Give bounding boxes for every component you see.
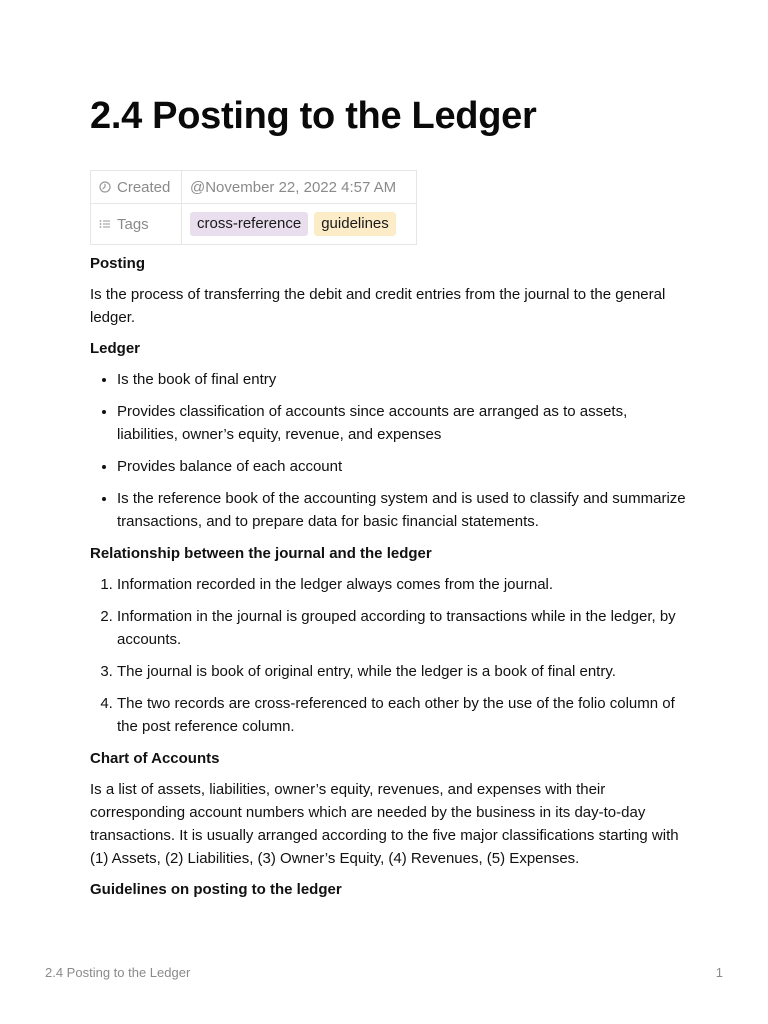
tag-guidelines[interactable]: guidelines [314, 212, 396, 236]
posting-text: Is the process of transferring the debit and credit entries from the journal to the general ledger. [90, 286, 666, 326]
chart-of-accounts-text: Is a list of assets, liabilities, owner’s equity, revenues, and expenses with their corresponding account numbers which are needed by the business in its day-to-day transactions. It is usually arranged according to the five major classifications starting with (1) Assets, (2) Liabilities, (3) Owner’s Equity, (4) Revenues, (5) Expenses. [90, 781, 679, 867]
ledger-list [90, 368, 690, 533]
property-row-created [91, 171, 417, 204]
heading-guidelines: Guidelines on posting to the ledger [90, 881, 342, 898]
heading-posting: Posting [90, 255, 145, 272]
property-row-tags [91, 204, 417, 245]
tag-cross-reference[interactable]: cross-reference [190, 212, 308, 236]
list-item: 3. The journal is book of original entry, while the ledger is a book of final entry. [117, 660, 690, 683]
clock-icon [99, 180, 111, 192]
heading-ledger: Ledger [90, 340, 141, 357]
list-item: 1. Information recorded in the ledger always comes from the journal. [117, 573, 690, 596]
relationship-list [90, 573, 690, 738]
page-content [90, 252, 690, 909]
footer-title: 2.4 Posting to the Ledger [45, 965, 191, 980]
list-item: • Is the book of final entry [117, 368, 690, 391]
tags-label: Tags [117, 215, 149, 233]
list-item: • Provides balance of each account [117, 455, 690, 478]
heading-chart-of-accounts: Chart of Accounts [90, 750, 220, 767]
created-value: @November 22, 2022 4:57 AM [182, 171, 417, 204]
page-title: 2.4 Posting to the Ledger [90, 95, 537, 137]
created-label: Created [117, 178, 171, 196]
list-item: 2. Information in the journal is grouped according to transactions while in the ledger, by accounts. [117, 605, 690, 651]
list-item: • Is the reference book of the accounting system and is used to classify and summarize transactions, and to prepare data for basic financial statements. [117, 487, 690, 533]
list-item: • Provides classification of accounts since accounts are arranged as to assets, liabilities, owner’s equity, revenue, and expenses [117, 400, 690, 446]
properties-table [90, 170, 417, 245]
tags-value [182, 204, 417, 245]
property-key-tags [91, 204, 182, 245]
footer-page-number: 1 [715, 965, 723, 980]
heading-relationship: Relationship between the journal and the ledger [90, 545, 432, 562]
list-icon [99, 217, 111, 229]
list-item: 4. The two records are cross-referenced to each other by the use of the folio column of the post reference column. [117, 692, 690, 738]
property-key-created [91, 171, 182, 204]
